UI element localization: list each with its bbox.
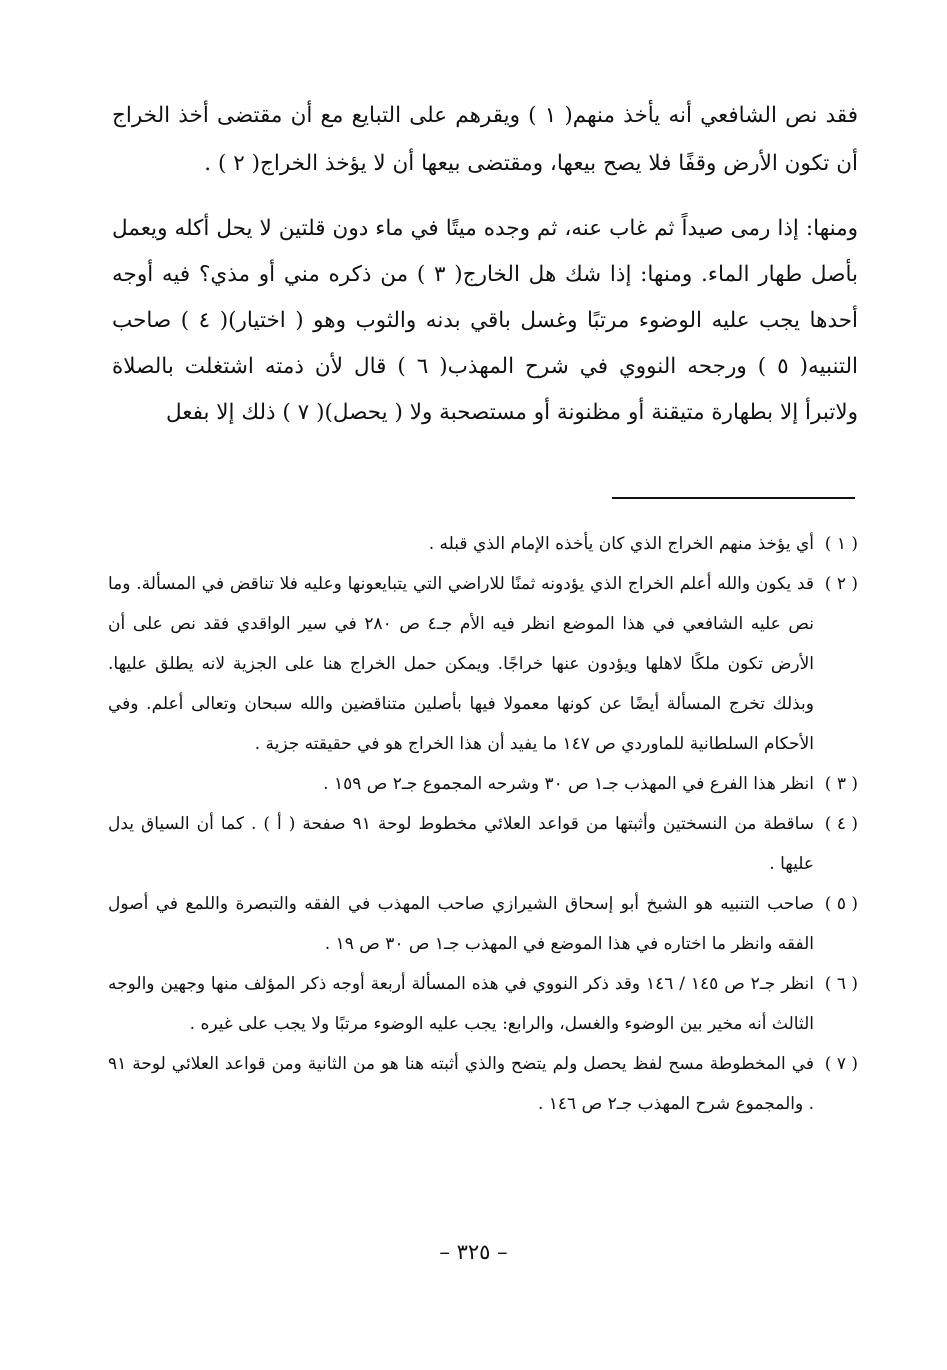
footnote-number: ( ٢ ) <box>824 574 858 594</box>
footnote-5 <box>108 884 858 964</box>
footnote-2 <box>108 564 858 764</box>
footnote-number: ( ٣ ) <box>824 774 858 794</box>
main-paragraph-2: ومنها: إذا رمى صيداً ثم غاب عنه، ثم وجده ميتًا في ماء دون قلتين لا يحل أكله ويعمل بأصل طهار الماء. ومنها: إذا شك هل الخارج( ٣ ) من ذكره مني أو مذي؟ فيه أوجه أحدها يجب عليه الوضوء مرتبًا وغسل باقي بدنه والثوب وهو ( اختيار)( ٤ ) صاحب التنبيه( ٥ ) ورجحه النووي في شرح المهذب( ٦ ) قال لأن ذمته اشتغلت بالصلاة ولاتبرأ إلا بطهارة متيقنة أو مظنونة أو مستصحبة ولا ( يحصل)( ٧ ) ذلك إلا بفعل <box>112 216 859 425</box>
footnote-number: ( ٧ ) <box>824 1054 858 1074</box>
footnote-1 <box>108 524 858 564</box>
footnote-number: ( ٦ ) <box>824 974 858 994</box>
footnote-7 <box>108 1044 858 1124</box>
footnote-text: انظر هذا الفرع في المهذب جـ١ ص ٣٠ وشرحه المجموع جـ٢ ص ١٥٩ . <box>323 774 814 794</box>
main-paragraph-1: فقد نص الشافعي أنه يأخذ منهم( ١ ) ويقرهم على التبايع مع أن مقتضى أخذ الخراج أن تكون الأرض وقفًا فلا يصح بيعها، ومقتضى بيعها أن لا يؤخذ الخراج( ٢ ) . <box>112 103 858 176</box>
footnote-number: ( ٤ ) <box>824 814 858 834</box>
footnote-text: انظر جـ٢ ص ١٤٥ / ١٤٦ وقد ذكر النووي في هذه المسألة أربعة أوجه ذكر المؤلف منها وجهين والوجه الثالث أنه مخير بين الوضوء والغسل، والرابع: يجب عليه الوضوء مرتبًا ولا يجب على غيره . <box>108 974 814 1034</box>
footnote-text: صاحب التنبيه هو الشيخ أبو إسحاق الشيرازي صاحب المهذب في الفقه والتبصرة واللمع في أصول الفقه وانظر ما اختاره في هذا الموضع في المهذب جـ١ ص ٣٠ ص ١٩ . <box>108 894 814 954</box>
page-number: – ٣٢٥ – <box>439 1240 508 1264</box>
footnotes-section <box>108 524 858 1124</box>
footnote-separator-rule <box>612 497 855 499</box>
footnote-text: في المخطوطة مسح لفظ يحصل ولم يتضح والذي أثبته هنا هو من الثانية ومن قواعد العلائي لوحة ٩١ . والمجموع شرح المهذب جـ٢ ص ١٤٦ . <box>108 1054 814 1114</box>
footnote-text: ساقطة من النسختين وأثبتها من قواعد العلائي مخطوط لوحة ٩١ صفحة ( أ ) . كما أن السياق يدل عليها . <box>108 814 814 874</box>
footnote-6 <box>108 964 858 1044</box>
footnote-text: قد يكون والله أعلم الخراج الذي يؤدونه ثمنًا للاراضي التي يتبايعونها وعليه فلا تناقض في المسألة. وما نص عليه الشافعي في هذا الموضع انظر فيه الأم جـ٤ ص ٢٨٠ في سير الواقدي فقد نص على أن الأرض تكون ملكًا لاهلها ويؤدون عنها خراجًا. ويمكن حمل الخراج هنا على الجزية لانه يطلق عليها. وبذلك تخرج المسألة أيضًا عن كونها معمولا فيها بأصلين متناقضين والله سبحان وتعالى أعلم. وفي الأحكام السلطانية للماوردي ص ١٤٧ ما يفيد أن هذا الخراج هو في حقيقته جزية . <box>108 574 814 754</box>
footnote-number: ( ١ ) <box>824 534 858 554</box>
main-text-block <box>112 92 858 436</box>
footnote-text: أي يؤخذ منهم الخراج الذي كان يأخذه الإمام الذي قبله . <box>428 534 814 554</box>
footnote-number: ( ٥ ) <box>824 894 858 914</box>
footnote-3 <box>108 764 858 804</box>
footnote-4 <box>108 804 858 884</box>
